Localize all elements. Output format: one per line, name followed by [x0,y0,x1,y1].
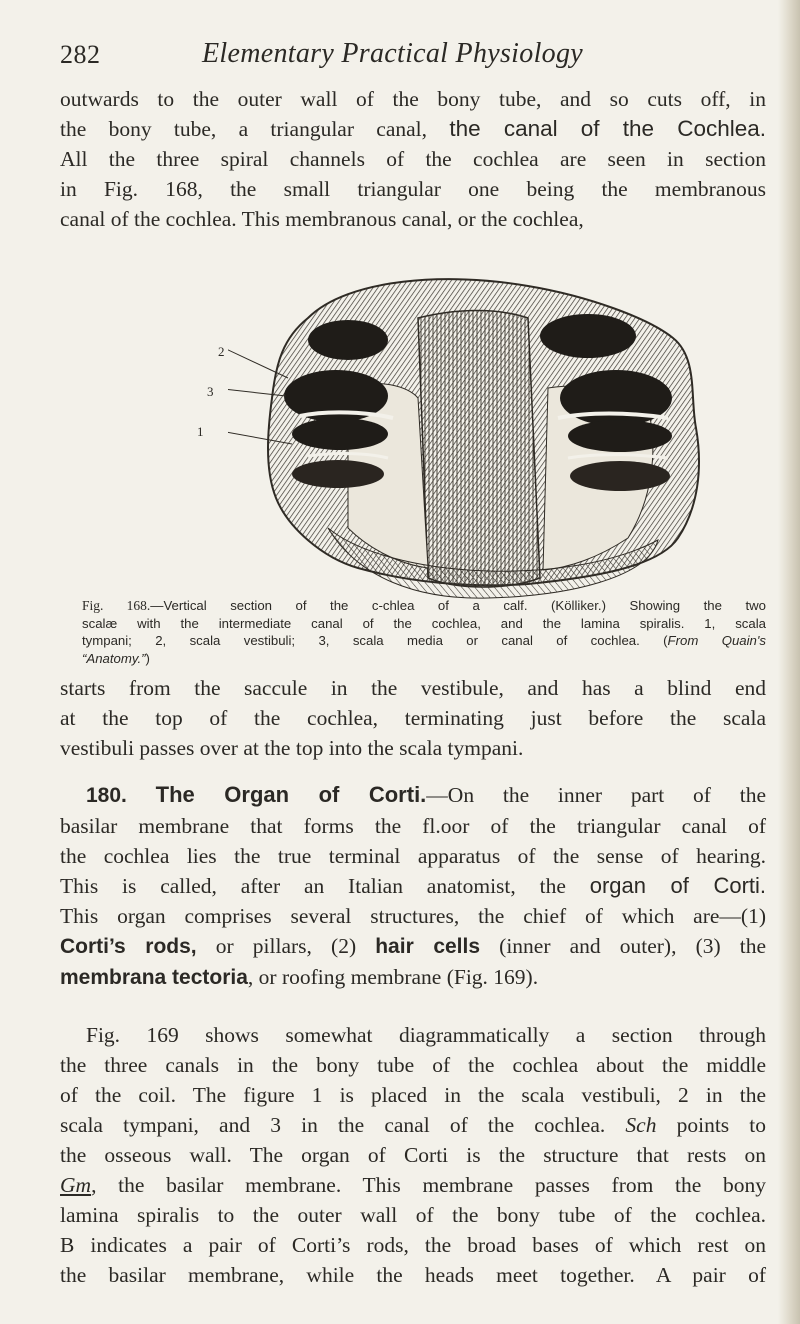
text-segment: —On the inner part of the [426,783,766,807]
page-number: 282 [60,40,101,69]
cochlea-engraving [228,278,738,608]
caption-line [60,632,766,650]
caption-line: scalæ with the intermediate canal of the cochlea, and the lamina spiralis. 1, scala [82,615,766,631]
term-membrana-tectoria: membrana tectoria [60,966,248,989]
text-segment: (inner and outer), (3) the [499,934,767,958]
text-line: of the coil. The figure 1 is placed in the scala vestibuli, 2 in the [60,1083,766,1107]
caption-close: ) [145,650,150,666]
paragraph-opening [60,84,766,234]
text-segment: This is called, after an Italian anatomist, the [60,874,566,898]
text-line: the basilar membrane, while the heads meet together. A pair of [60,1263,766,1287]
scala-left-top [308,320,388,360]
section-number: 180. [86,784,127,807]
caption-text: tympani; 2, scala vestibuli; 3, scala media or canal of cochlea. ( [82,633,668,648]
figure-caption [60,597,766,667]
text-line [60,1110,766,1140]
caption-source: From Quain's [667,633,766,648]
term-organ-of-corti: organ of Corti. [589,873,767,898]
text-line: at the top of the cochlea, terminating just before the scala [60,706,766,730]
figure-168-cochlea-section [228,278,738,608]
caption-source-title: “Anatomy.” [82,650,146,666]
scala-left-mid2 [292,418,388,450]
paragraph-saccule [60,673,766,763]
text-segment: or pillars, (2) [215,934,357,958]
term-cortis-rods: Corti’s rods, [60,935,197,958]
page-edge-shadow [778,0,800,1324]
scala-right-mid2 [568,420,672,452]
paragraph-fig-169 [60,1020,766,1290]
text-line [60,931,766,962]
text-line: starts from the saccule in the vestibule, and has a blind end [60,676,766,700]
scala-left-low [292,460,384,488]
running-title: Elementary Practical Physiology [202,38,583,69]
scala-right-top [540,314,636,358]
text-line: the cochlea lies the true terminal apparatus of the sense of hearing. [60,844,766,868]
figure-label-1: 1 [197,424,204,439]
text-line: lamina spiralis to the outer wall of the bony tube of the cochlea. [60,1203,766,1227]
text-line [60,962,766,993]
text-line: Fig. 169 shows somewhat diagrammatically a section through [86,1023,766,1047]
text-line: All the three spiral channels of the cochlea are seen in section [60,147,766,171]
text-segment: , the basilar membrane. This membrane passes from the bony [91,1173,766,1197]
caption-fig-id: Fig. 168. [82,598,151,613]
emphasis-canal-of-cochlea: the canal of the Cochlea. [449,116,767,141]
figure-label-3: 3 [207,384,214,399]
text-line [60,114,766,144]
caption-text: —Vertical section of the c-chlea of a calf. (Kölliker.) Showing the two [150,598,766,613]
figure-label-2: 2 [218,344,225,359]
text-segment: points to [676,1113,767,1137]
text-line: canal of the cochlea. This membranous canal, or the cochlea, [60,207,584,231]
term-hair-cells: hair cells [375,935,481,958]
text-line: the osseous wall. The organ of Corti is the structure that rests on [60,1143,766,1167]
section-title: The Organ of Corti. [155,782,427,807]
caption-line [60,597,766,615]
text-line: in Fig. 168, the small triangular one being the membranous [60,177,766,201]
section-180-organ-of-corti [60,780,766,993]
text-line [60,871,766,901]
text-line: basilar membrane that forms the fl.oor of the triangular canal of [60,814,766,838]
modiolus [418,311,540,588]
text-line [60,780,766,811]
text-line: This organ comprises several structures, the chief of which are—(1) [60,904,766,928]
text-line [60,1170,766,1200]
label-gm: Gm [60,1173,92,1197]
text-segment: scala tympani, and 3 in the canal of the cochlea. [60,1113,606,1137]
text-line: B indicates a pair of Corti’s rods, the broad bases of which rest on [60,1233,766,1257]
text-line: outwards to the outer wall of the bony tube, and so cuts off, in [60,87,766,111]
scala-right-low [570,461,670,491]
label-sch: Sch [625,1113,657,1137]
text-line: vestibuli passes over at the top into the scala tympani. [60,736,524,760]
running-header [60,36,760,76]
text-line: the three canals in the bony tube of the cochlea about the middle [60,1053,766,1077]
caption-line [60,650,766,668]
text-segment: the bony tube, a triangular canal, [60,117,428,141]
text-segment: , or roofing membrane (Fig. 169). [247,965,539,989]
